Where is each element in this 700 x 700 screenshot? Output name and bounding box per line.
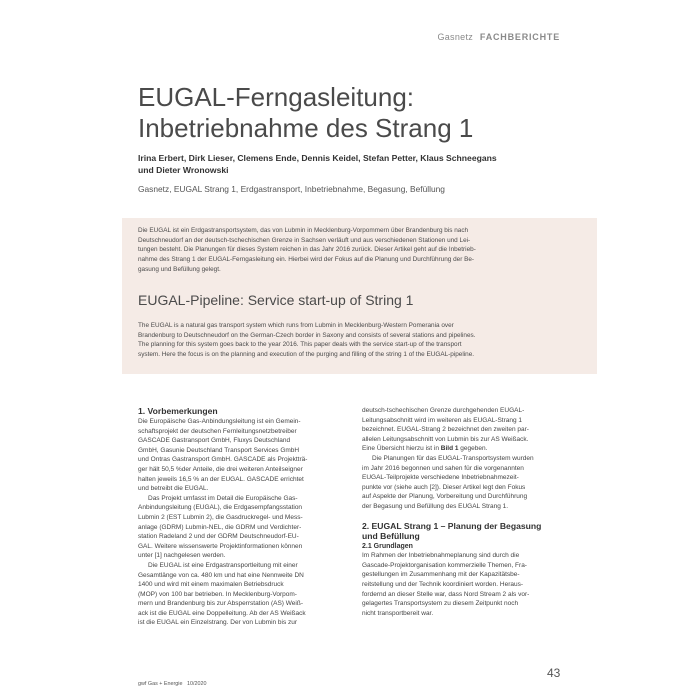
text-line: und betreibt die EUGAL. (138, 485, 209, 493)
english-title: EUGAL-Pipeline: Service start-up of String 1 (138, 292, 414, 308)
text-line: punkte vor (siehe auch [2]). Dieser Artikel legt den Fokus (362, 483, 526, 491)
text-line: gasung und Befüllung gelegt. (138, 265, 221, 273)
paragraph (362, 454, 574, 512)
article-title (138, 82, 598, 144)
text-line: Gascade-Projektorganisation kommerzielle Themen, Fra- (362, 561, 527, 569)
text-line: fordernd an dieser Stelle war, dass Nord Stream 2 als vor- (362, 590, 530, 598)
text-line: bezeichnet. EUGAL-Strang 2 bezeichnet den zweiten par- (362, 426, 529, 434)
text-column-right (362, 406, 574, 618)
text-line: Deutschneudorf an der deutsch-tschechischen Grenze in Sachsen verläuft und aus verschiedenen Stationen und Lei- (138, 236, 471, 244)
text-line: GASCADE Gastransport GmbH, Fluxys Deutschland (138, 437, 291, 445)
text-line: auf Aspekte der Planung, Vorbereitung und Durchführung (362, 493, 528, 501)
text-line: ack ist die EUGAL eine Doppelleitung. Ab der AS Weißack (138, 609, 306, 617)
text-line: Die Europäische Gas-Anbindungsleitung ist ein Gemein- (138, 418, 301, 425)
text-line: tungen besteht. Die Planungen für dieses System reichen in das Jahr 2016 zurück. Dieser Artikel geht auf die Inbetrieb- (138, 246, 476, 254)
section-heading-2: 2. EUGAL Strang 1 – Planung der Begasung und Befüllung (362, 520, 542, 541)
text-line: Brandenburg to Deutschneudorf on the German-Czech border in Saxony and consists of several stations and pipelines. (138, 331, 476, 339)
text-line: GAL. Weitere wissenswerte Projektinformationen können (138, 542, 303, 550)
text-line: GmbH, Gasunie Deutschland Transport Services GmbH (138, 446, 300, 454)
text-line: gelagertes Transportsystem zu diesem Zeitpunkt noch (362, 600, 519, 608)
figure-reference: Bild 1 (440, 445, 459, 453)
paragraph (362, 551, 574, 618)
text-line: deutsch-tschechischen Grenze durchgehenden EUGAL- (362, 407, 525, 414)
keywords: Gasnetz, EUGAL Strang 1, Erdgastransport, Inbetriebnahme, Begasung, Befüllung (138, 184, 445, 194)
text-line: der Begasung und Befüllung des EUGAL Strang 1. (362, 502, 509, 510)
text-line: nicht transportbereit war. (362, 609, 434, 617)
section-heading-1: 1. Vorbemerkungen (138, 406, 218, 416)
header-category: FACHBERICHTE (479, 32, 560, 42)
article-title-line-1: EUGAL-Ferngasleitung: (138, 82, 415, 112)
text-line: im Jahr 2016 begonnen und sahen für die vorgenannten (362, 464, 524, 472)
text-line: halten jeweils 16,5 % an der EUGAL. GASCADE errichtet (138, 475, 304, 483)
text-line: ger hält 50,5 %der Anteile, die drei weiteren Anteilseigner (138, 465, 303, 473)
paragraph (138, 494, 350, 561)
text-line: (MOP) von 100 bar betrieben. In Mecklenburg-Vorpom- (138, 590, 297, 598)
text-line: Leitungsabschnitt wird im weiteren als EUGAL-Strang 1 (362, 416, 523, 424)
author-line-1: Irina Erbert, Dirk Lieser, Clemens Ende, Dennis Keidel, Stefan Petter, Klaus Schneegans (138, 153, 497, 163)
text-line: station Radeland 2 und der GDRM Deutschneudorf-EU- (138, 533, 299, 541)
footer-journal: gwf Gas + Energie 10/2020 (138, 681, 207, 687)
text-column-left (138, 406, 350, 628)
text-line: anlage (GDRM) Lubmin-NEL, die GDRM und Verdichter- (138, 523, 302, 531)
text-line: unter [1] nachgelesen werden. (138, 552, 226, 560)
text-line: The planning for this system goes back to the year 2016. This paper deals with the service start-up of the transport (138, 341, 462, 349)
abstract-german (138, 226, 583, 275)
text-line: system. Here the focus is on the planning and execution of the purging and filling of the string 1 of the EUGAL-pipeline. (138, 351, 475, 359)
running-header (437, 32, 560, 42)
text-line: nahme des Strang 1 der EUGAL-Ferngasleitung ein. Hierbei wird der Fokus auf die Planung und Durchführung der Be- (138, 256, 475, 264)
subsection-heading: 2.1 Grundlagen (362, 542, 413, 550)
header-section: Gasnetz (437, 32, 474, 42)
text-line: EUGAL-Teilprojekte verschiedene Inbetriebnahmezeit- (362, 474, 519, 482)
text-line: 1400 und wird mit einem maximalen Betriebsdruck (138, 581, 284, 589)
paragraph (362, 406, 574, 454)
text-line: Lubmin 2 (EST Lubmin 2), die Gasdruckregel- und Mess- (138, 513, 303, 521)
text-line: ist die EUGAL ein Einzelstrang. Der von Lubmin bis zur (138, 619, 298, 627)
text-line: The EUGAL is a natural gas transport system which runs from Lubmin in Mecklenburg-Western Pomerania over (138, 322, 454, 329)
abstract-english (138, 321, 583, 360)
text-line: und Ontras Gastransport GmbH. GASCADE als Projektträ- (138, 456, 308, 464)
text-line: Im Rahmen der Inbetriebnahmeplanung sind durch die (362, 552, 520, 560)
text-line: Das Projekt umfasst im Detail die Europäische Gas- (148, 494, 298, 502)
text-line: mern und Brandenburg bis zur Absperrstation (AS) Weiß- (138, 600, 303, 608)
page-number: 43 (547, 666, 561, 680)
author-list (138, 153, 568, 176)
text-line: Eine Übersicht hierzu ist in Bild 1 gegeben. (362, 445, 488, 453)
text-line: Die EUGAL ist eine Erdgastransportleitung mit einer (148, 561, 298, 569)
paragraph (138, 417, 350, 494)
article-title-line-2: Inbetriebnahme des Strang 1 (138, 113, 474, 143)
text-line: Die EUGAL ist ein Erdgastransportsystem, das von Lubmin in Mecklenburg-Vorpommern über Brandenburg bis nach (138, 227, 469, 234)
text-line: gestellungen im Zusammenhang mit der Kapazitätsbe- (362, 571, 520, 579)
text-line: Die Planungen für das EUGAL-Transportsystem wurden (372, 454, 534, 462)
text-line: allelen Leitungsabschnitt von Lubmin bis zur AS Weißack. (362, 435, 529, 443)
text-line: reitstellung und der Technik koordiniert worden. Heraus- (362, 580, 524, 588)
paragraph (138, 561, 350, 628)
text-line: Anbindungsleitung (EUGAL), die Erdgasempfangsstation (138, 504, 303, 512)
text-line: Gesamtlänge von ca. 480 km und hat eine Nennweite DN (138, 571, 304, 579)
author-line-2: und Dieter Wronowski (138, 164, 229, 175)
text-line: schaftsprojekt der deutschen Fernleitungsnetzbetreiber (138, 427, 297, 435)
